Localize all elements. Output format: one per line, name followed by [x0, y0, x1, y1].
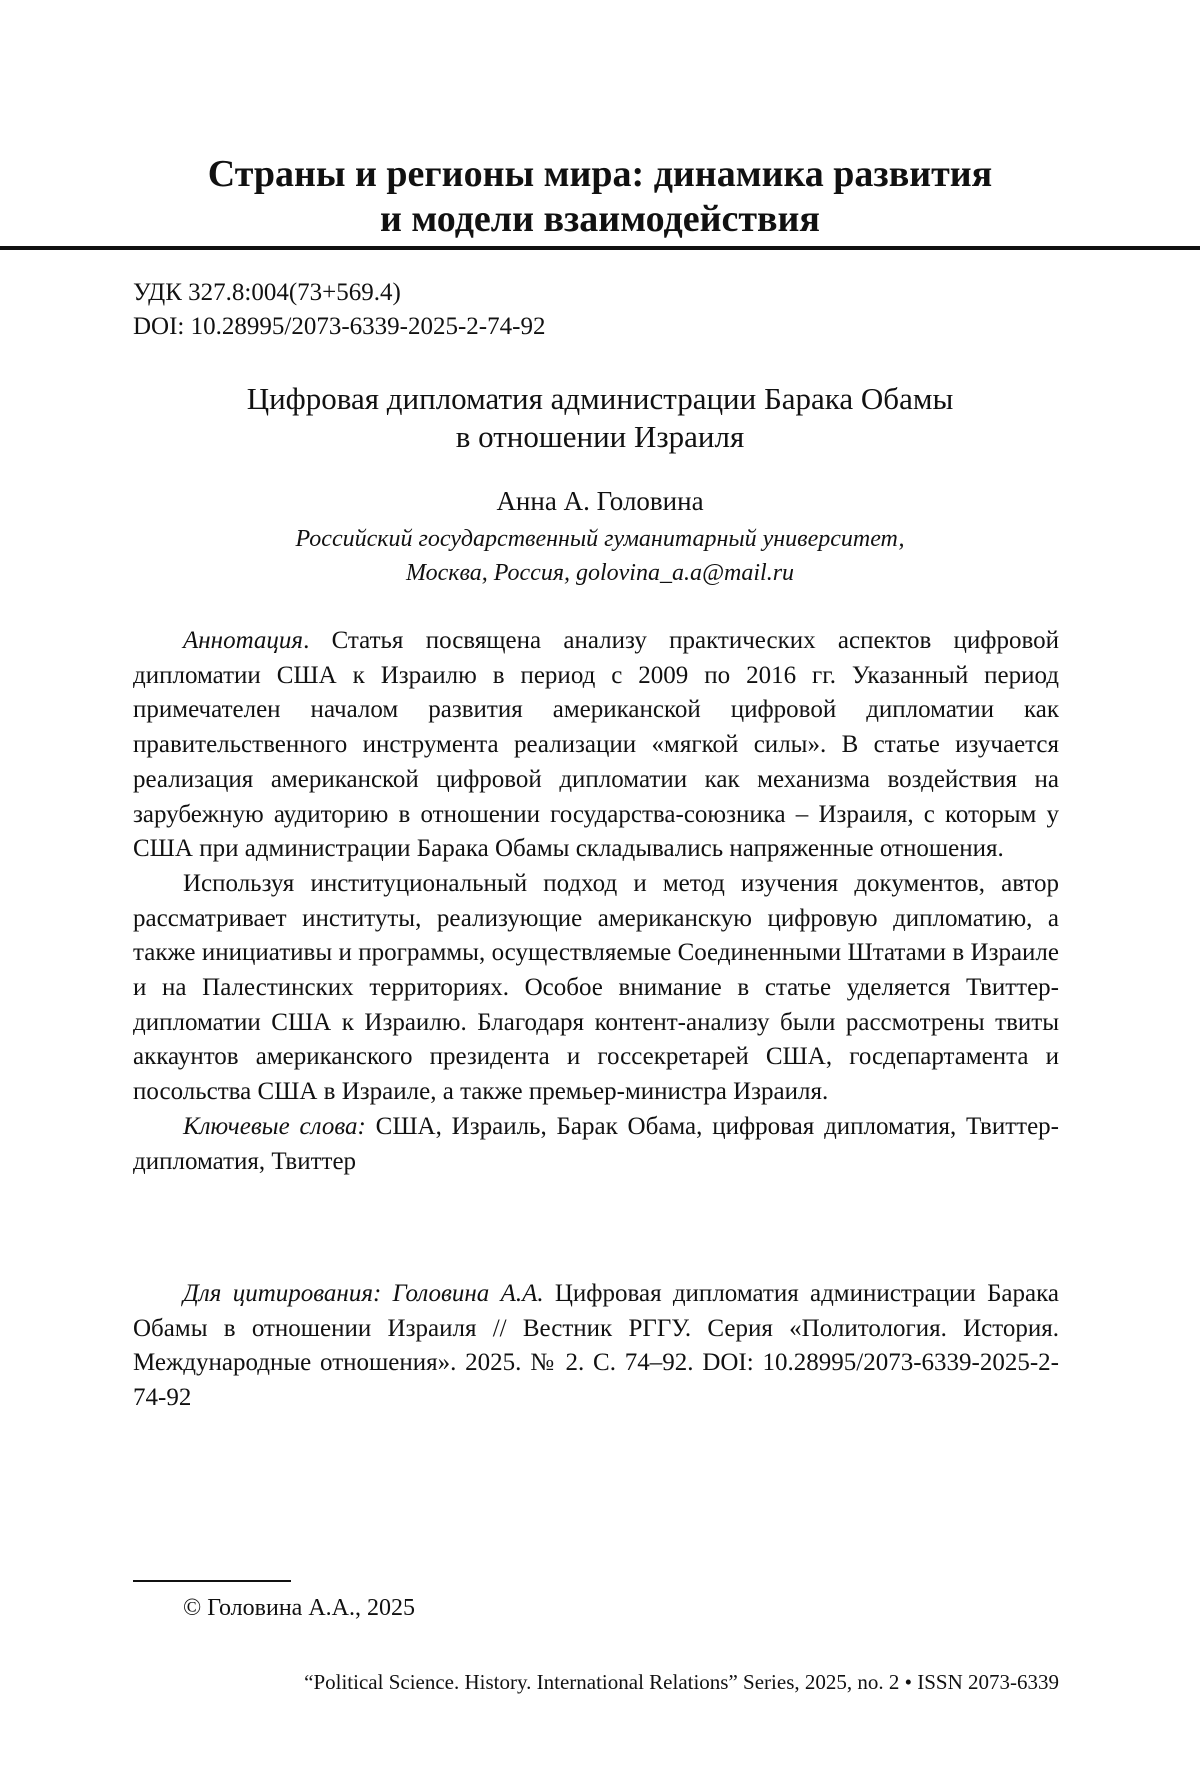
affiliation-line-1: Российский государственный гуманитарный университет,: [295, 526, 905, 552]
copyright-note: © Головина А.А., 2025: [183, 1595, 415, 1621]
abstract-text-1: . Статья посвящена анализу практических аспектов цифровой дипломатии США к Израилю в период с 2009 по 2016 гг. Указанный период примечателен началом развития американской цифровой дипломатии как правительственного инструмента реализации «мягкой силы». В статье изучается реализация американской цифровой дипломатии как механизма воздействия на зарубежную аудиторию в отношении государства-союзника – Израиля, с которым у США при администрации Барака Обамы складывались напряженные отношения.: [133, 627, 1059, 863]
udc-code: УДК 327.8:004(73+569.4): [133, 279, 401, 306]
keywords-label: Ключевые слова:: [183, 1112, 366, 1140]
affiliation-line-2: Москва, Россия, golovina_a.a@mail.ru: [405, 560, 795, 586]
citation-paragraph: [133, 1277, 1059, 1416]
citation-text: Цифровая дипломатия администрации Барака Обамы в отношении Израиля // Вестник РГГУ. Серия «Политология. История. Международные отношения». 2025. № 2. С. 74–92. DOI: 10.28995/2073-6339-2025-2-74-92: [133, 1280, 1059, 1412]
section-header-line-1: Страны и регионы мира: динамика развития: [207, 153, 993, 195]
abstract-paragraph-1: [133, 624, 1059, 867]
header-rule: [0, 246, 1200, 250]
abstract-paragraph-2: Используя институциональный подход и метод изучения документов, автор рассматривает институты, реализующие американскую цифровую дипломатию, а также инициативы и программы, осуществляемые Соединенными Штатами в Израиле и на Палестинских территориях. Особое внимание в статье уделяется Твиттер-дипломатии США к Израилю. Благодаря контент-анализу были рассмотрены твиты аккаунтов американского президента и госсекретарей США, госдепартамента и посольства США в Израиле, а также премьер-министра Израиля.: [133, 869, 1059, 1106]
citation-label: Для цитирования: Головина А.А.: [183, 1280, 544, 1307]
author-name: Анна А. Головина: [496, 486, 704, 516]
author-affiliation: [0, 522, 1200, 590]
article-title-line-2: в отношении Израиля: [455, 419, 745, 454]
footnote-rule: [133, 1580, 291, 1582]
abstract: [133, 624, 1059, 1179]
article-meta: [133, 276, 545, 344]
keywords-text: США, Израиль, Барак Обама, цифровая дипломатия, Твиттер-дипломатия, Твиттер: [133, 1112, 1059, 1175]
article-title: [0, 380, 1200, 456]
article-title-line-1: Цифровая дипломатия администрации Барака Обамы: [246, 381, 954, 416]
keywords: [133, 1110, 1059, 1179]
abstract-label: Аннотация: [183, 627, 304, 654]
running-footer: “Political Science. History. International Relations” Series, 2025, no. 2 • ISSN 2073-6339: [304, 1670, 1059, 1694]
doi-line: DOI: 10.28995/2073-6339-2025-2-74-92: [133, 313, 546, 340]
citation: [133, 1277, 1059, 1416]
section-header: [0, 152, 1200, 242]
section-header-line-2: и модели взаимодействия: [380, 198, 820, 240]
